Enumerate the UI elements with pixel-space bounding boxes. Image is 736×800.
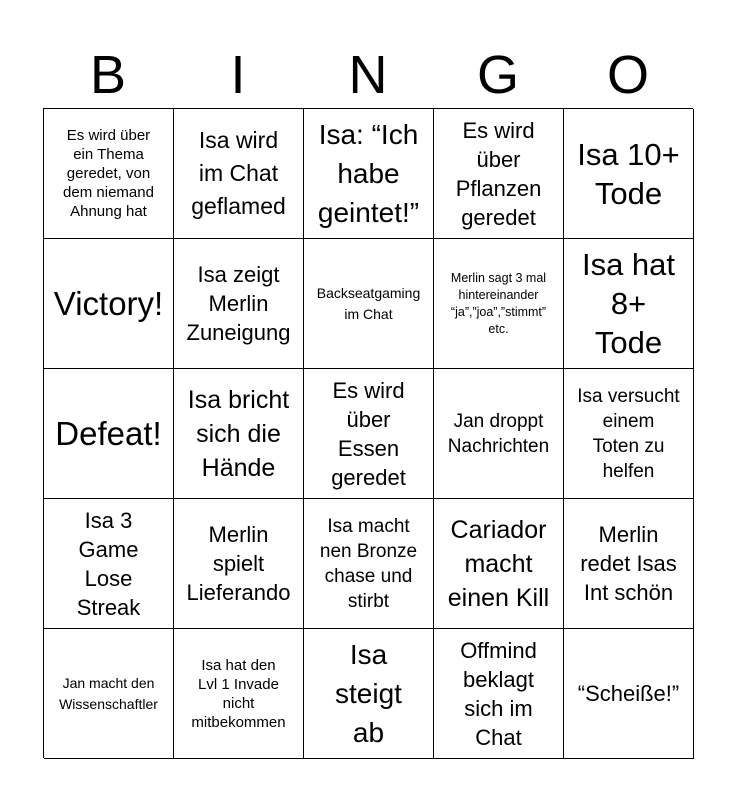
cell-text: Isa steigt ab	[335, 639, 402, 748]
cell-text: Es wird über ein Thema geredet, von dem niemand Ahnung hat	[63, 127, 154, 220]
cell-text: Jan droppt Nachrichten	[447, 410, 550, 457]
cell-text: Isa 10+ Tode	[577, 136, 680, 211]
bingo-cell[interactable]	[434, 239, 564, 369]
bingo-cell[interactable]	[174, 629, 304, 759]
bingo-cell[interactable]	[44, 369, 174, 499]
bingo-cell[interactable]	[44, 109, 174, 239]
cell-text: Isa versucht einem Toten zu helfen	[577, 385, 680, 482]
cell-text: Merlin spielt Lieferando	[186, 522, 291, 605]
cell-text: Isa: “Ich habe geintet!”	[317, 119, 420, 228]
bingo-cell[interactable]	[434, 369, 564, 499]
cell-text: Es wird über Essen geredet	[331, 377, 406, 490]
cell-text: Isa macht nen Bronze chase und stirbt	[319, 515, 418, 612]
bingo-cell[interactable]	[434, 499, 564, 629]
cell-text: Isa zeigt Merlin Zuneigung	[186, 262, 291, 345]
bingo-cell[interactable]	[564, 239, 694, 369]
bingo-cell[interactable]	[44, 239, 174, 369]
bingo-cell[interactable]	[304, 239, 434, 369]
bingo-cell[interactable]	[174, 109, 304, 239]
bingo-cell[interactable]	[564, 629, 694, 759]
bingo-cell[interactable]	[564, 109, 694, 239]
bingo-cell[interactable]	[564, 369, 694, 499]
cell-text: Es wird über Pflanzen geredet	[455, 117, 542, 230]
bingo-cell[interactable]	[44, 499, 174, 629]
bingo-cell[interactable]	[434, 109, 564, 239]
header-letter-i: I	[230, 45, 246, 105]
cell-text: Isa hat den Lvl 1 Invade nicht mitbekommen	[191, 656, 286, 731]
bingo-cell[interactable]	[304, 109, 434, 239]
bingo-board	[43, 108, 693, 758]
cell-text: Merlin redet Isas Int schön	[580, 522, 677, 605]
cell-text: Isa hat 8+ Tode	[581, 247, 676, 360]
header-letter-n: N	[348, 45, 388, 105]
bingo-cell[interactable]	[174, 239, 304, 369]
cell-text: Isa 3 Game Lose Streak	[76, 507, 141, 620]
bingo-cell[interactable]	[304, 369, 434, 499]
bingo-cell[interactable]	[564, 499, 694, 629]
cell-text: Backseatgaming im Chat	[316, 284, 421, 322]
header-letter-g: G	[476, 45, 519, 105]
bingo-cell[interactable]	[304, 629, 434, 759]
cell-text: Defeat!	[55, 414, 162, 452]
cell-text: “Scheiße!”	[577, 681, 680, 706]
bingo-header	[43, 42, 693, 108]
cell-text: Jan macht den Wissenschaftler	[59, 674, 158, 712]
header-letter-b: B	[89, 45, 127, 105]
cell-text: Merlin sagt 3 mal hintereinander “ja”,”joa”,”stimmt” etc.	[450, 270, 547, 336]
bingo-cell[interactable]	[44, 629, 174, 759]
header-letter-o: O	[606, 45, 649, 105]
bingo-cell[interactable]	[304, 499, 434, 629]
cell-text: Victory!	[53, 284, 164, 322]
cell-text: Offmind beklagt sich im Chat	[460, 637, 537, 750]
bingo-cell[interactable]	[434, 629, 564, 759]
cell-text: Cariador macht einen Kill	[447, 515, 550, 612]
bingo-cell[interactable]	[174, 369, 304, 499]
bingo-cell[interactable]	[174, 499, 304, 629]
cell-text: Isa wird im Chat geflamed	[191, 127, 286, 219]
cell-text: Isa bricht sich die Hände	[187, 385, 290, 482]
